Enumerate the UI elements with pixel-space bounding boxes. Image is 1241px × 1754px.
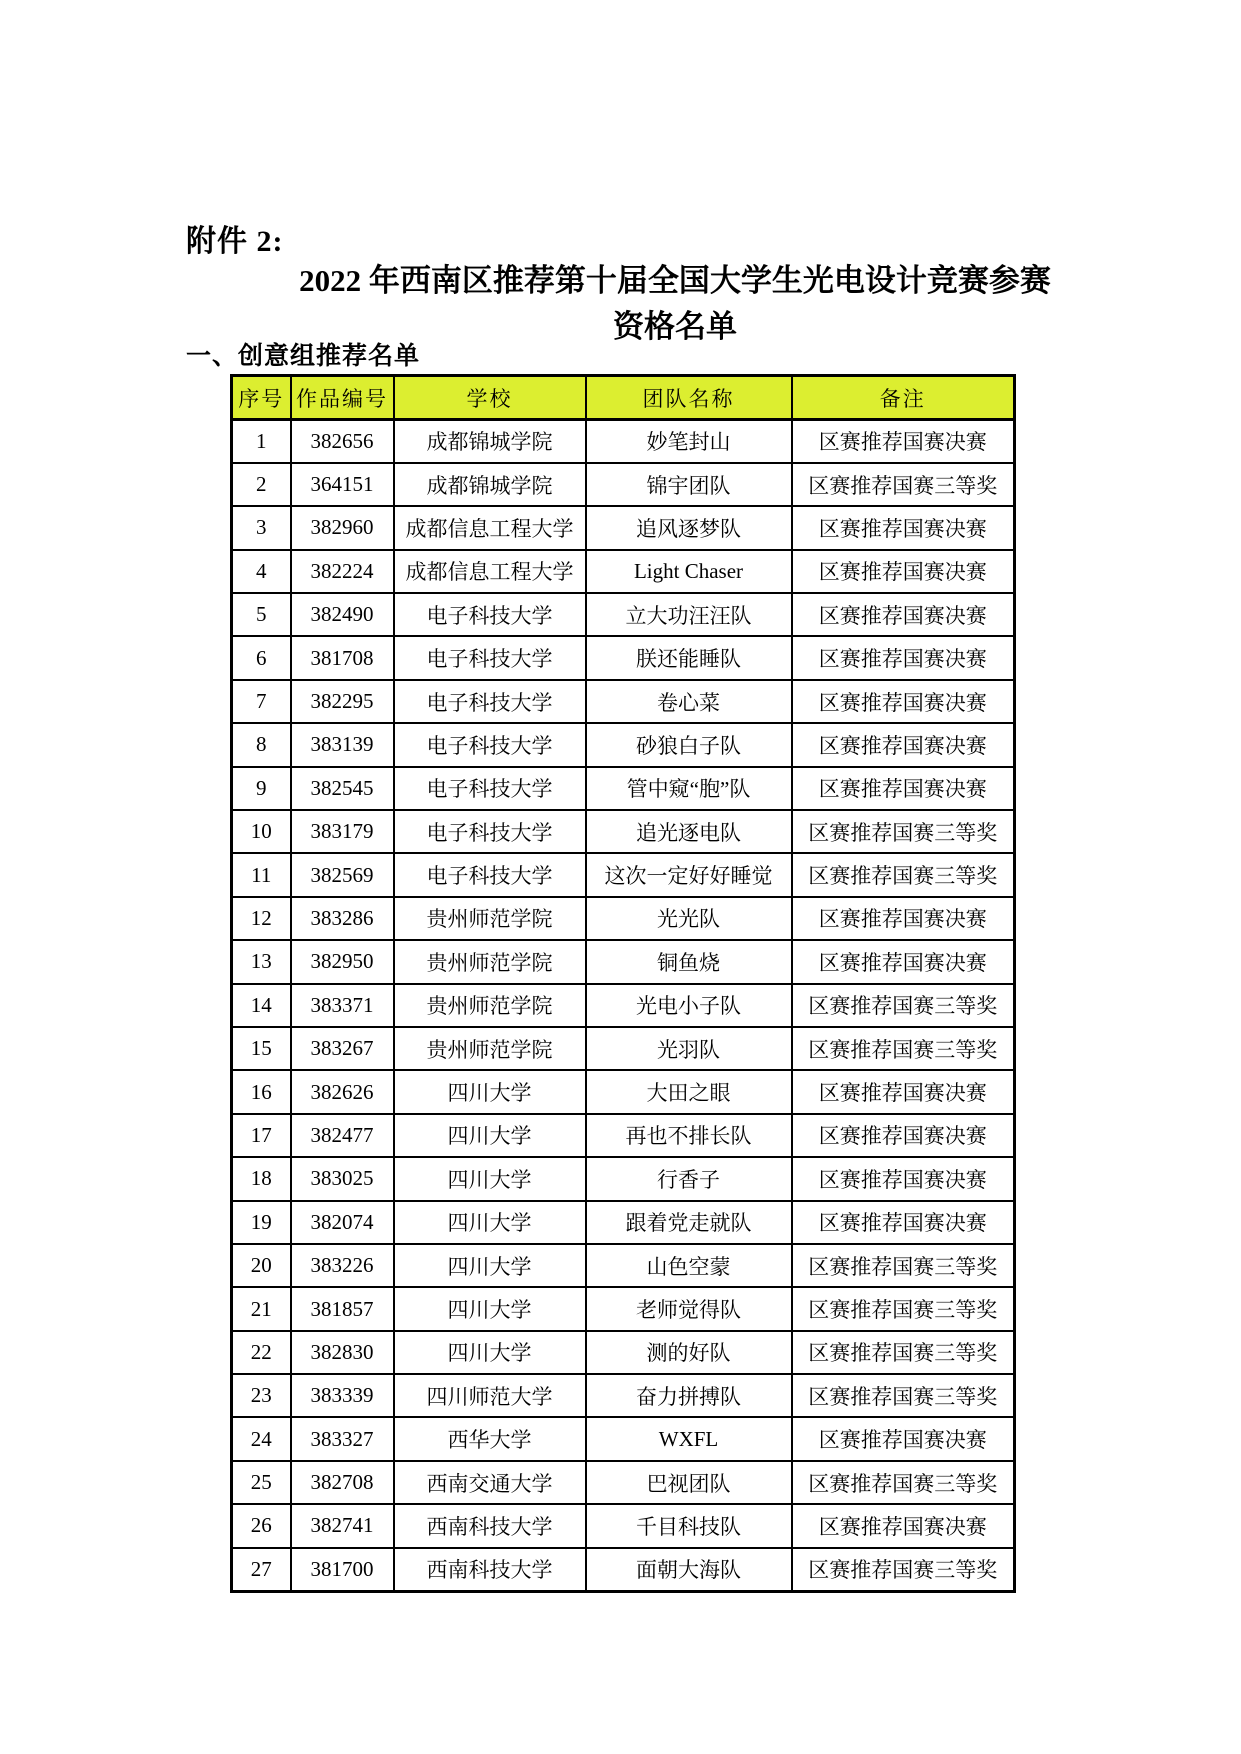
table-row bbox=[232, 1201, 1015, 1244]
cell-code: 383371 bbox=[291, 984, 394, 1027]
cell-team: 光羽队 bbox=[586, 1027, 792, 1070]
table-row bbox=[232, 593, 1015, 636]
cell-code: 382626 bbox=[291, 1070, 394, 1113]
cell-school: 电子科技大学 bbox=[394, 680, 586, 723]
cell-school: 西南科技大学 bbox=[394, 1504, 586, 1547]
cell-index: 19 bbox=[232, 1201, 291, 1244]
cell-code: 381700 bbox=[291, 1548, 394, 1591]
cell-remark: 区赛推荐国赛三等奖 bbox=[792, 1331, 1015, 1374]
cell-school: 四川大学 bbox=[394, 1287, 586, 1330]
cell-index: 9 bbox=[232, 767, 291, 810]
cell-code: 383339 bbox=[291, 1374, 394, 1417]
cell-code: 383179 bbox=[291, 810, 394, 853]
cell-index: 8 bbox=[232, 723, 291, 766]
cell-index: 7 bbox=[232, 680, 291, 723]
cell-code: 383025 bbox=[291, 1157, 394, 1200]
cell-code: 382295 bbox=[291, 680, 394, 723]
cell-school: 电子科技大学 bbox=[394, 636, 586, 679]
cell-team: 测的好队 bbox=[586, 1331, 792, 1374]
cell-school: 四川大学 bbox=[394, 1157, 586, 1200]
cell-index: 20 bbox=[232, 1244, 291, 1287]
cell-index: 25 bbox=[232, 1461, 291, 1504]
cell-code: 382477 bbox=[291, 1114, 394, 1157]
header-cell-code: 作品编号 bbox=[291, 376, 394, 420]
cell-school: 贵州师范学院 bbox=[394, 1027, 586, 1070]
cell-team: 光光队 bbox=[586, 897, 792, 940]
cell-index: 17 bbox=[232, 1114, 291, 1157]
document-title-line2: 资格名单 bbox=[613, 309, 737, 344]
header-row bbox=[232, 376, 1015, 420]
cell-team: 奋力拼搏队 bbox=[586, 1374, 792, 1417]
header-cell-team: 团队名称 bbox=[586, 376, 792, 420]
table-row bbox=[232, 1027, 1015, 1070]
cell-code: 382950 bbox=[291, 940, 394, 983]
document-title-line1: 2022 年西南区推荐第十届全国大学生光电设计竞赛参赛 bbox=[299, 263, 1051, 298]
cell-index: 13 bbox=[232, 940, 291, 983]
cell-remark: 区赛推荐国赛决赛 bbox=[792, 636, 1015, 679]
cell-index: 26 bbox=[232, 1504, 291, 1547]
cell-code: 382960 bbox=[291, 506, 394, 549]
table-row bbox=[232, 1504, 1015, 1547]
cell-school: 成都锦城学院 bbox=[394, 463, 586, 506]
cell-code: 364151 bbox=[291, 463, 394, 506]
cell-school: 西南科技大学 bbox=[394, 1548, 586, 1591]
cell-school: 电子科技大学 bbox=[394, 810, 586, 853]
cell-school: 电子科技大学 bbox=[394, 853, 586, 896]
cell-team: 跟着党走就队 bbox=[586, 1201, 792, 1244]
cell-index: 15 bbox=[232, 1027, 291, 1070]
cell-school: 四川大学 bbox=[394, 1331, 586, 1374]
cell-school: 贵州师范学院 bbox=[394, 940, 586, 983]
cell-code: 382224 bbox=[291, 550, 394, 593]
cell-remark: 区赛推荐国赛决赛 bbox=[792, 1417, 1015, 1460]
cell-remark: 区赛推荐国赛决赛 bbox=[792, 1201, 1015, 1244]
cell-team: 千目科技队 bbox=[586, 1504, 792, 1547]
cell-code: 383226 bbox=[291, 1244, 394, 1287]
cell-remark: 区赛推荐国赛三等奖 bbox=[792, 1287, 1015, 1330]
cell-team: Light Chaser bbox=[586, 550, 792, 593]
cell-remark: 区赛推荐国赛三等奖 bbox=[792, 810, 1015, 853]
cell-team: 管中窥“胞”队 bbox=[586, 767, 792, 810]
cell-school: 电子科技大学 bbox=[394, 593, 586, 636]
cell-team: 光电小子队 bbox=[586, 984, 792, 1027]
cell-remark: 区赛推荐国赛三等奖 bbox=[792, 1548, 1015, 1591]
attachment-label: 附件 2: bbox=[186, 225, 284, 258]
table-row bbox=[232, 463, 1015, 506]
table-row bbox=[232, 897, 1015, 940]
cell-remark: 区赛推荐国赛决赛 bbox=[792, 723, 1015, 766]
cell-index: 3 bbox=[232, 506, 291, 549]
table-row bbox=[232, 940, 1015, 983]
table-row bbox=[232, 1331, 1015, 1374]
roster-table-header bbox=[232, 376, 1015, 420]
cell-code: 382569 bbox=[291, 853, 394, 896]
table-row bbox=[232, 767, 1015, 810]
cell-code: 382741 bbox=[291, 1504, 394, 1547]
cell-remark: 区赛推荐国赛三等奖 bbox=[792, 1244, 1015, 1287]
cell-school: 四川师范大学 bbox=[394, 1374, 586, 1417]
cell-team: 铜鱼烧 bbox=[586, 940, 792, 983]
table-row bbox=[232, 636, 1015, 679]
table-row bbox=[232, 1287, 1015, 1330]
cell-index: 24 bbox=[232, 1417, 291, 1460]
cell-code: 382656 bbox=[291, 420, 394, 463]
table-row bbox=[232, 1417, 1015, 1460]
table-row bbox=[232, 550, 1015, 593]
cell-remark: 区赛推荐国赛决赛 bbox=[792, 767, 1015, 810]
cell-remark: 区赛推荐国赛决赛 bbox=[792, 550, 1015, 593]
table-row bbox=[232, 853, 1015, 896]
cell-index: 2 bbox=[232, 463, 291, 506]
cell-remark: 区赛推荐国赛决赛 bbox=[792, 940, 1015, 983]
cell-remark: 区赛推荐国赛三等奖 bbox=[792, 853, 1015, 896]
cell-school: 四川大学 bbox=[394, 1244, 586, 1287]
cell-remark: 区赛推荐国赛三等奖 bbox=[792, 1461, 1015, 1504]
cell-school: 贵州师范学院 bbox=[394, 984, 586, 1027]
cell-school: 西华大学 bbox=[394, 1417, 586, 1460]
cell-team: 老师觉得队 bbox=[586, 1287, 792, 1330]
roster-table bbox=[230, 374, 1016, 1593]
cell-school: 成都锦城学院 bbox=[394, 420, 586, 463]
table-row bbox=[232, 1461, 1015, 1504]
cell-remark: 区赛推荐国赛三等奖 bbox=[792, 463, 1015, 506]
header-cell-index: 序号 bbox=[232, 376, 291, 420]
cell-remark: 区赛推荐国赛决赛 bbox=[792, 680, 1015, 723]
cell-school: 四川大学 bbox=[394, 1201, 586, 1244]
cell-index: 1 bbox=[232, 420, 291, 463]
table-row bbox=[232, 1157, 1015, 1200]
table-row bbox=[232, 1244, 1015, 1287]
cell-school: 成都信息工程大学 bbox=[394, 550, 586, 593]
cell-remark: 区赛推荐国赛决赛 bbox=[792, 593, 1015, 636]
cell-remark: 区赛推荐国赛决赛 bbox=[792, 420, 1015, 463]
cell-school: 四川大学 bbox=[394, 1070, 586, 1113]
cell-school: 西南交通大学 bbox=[394, 1461, 586, 1504]
cell-index: 16 bbox=[232, 1070, 291, 1113]
table-row bbox=[232, 1114, 1015, 1157]
cell-school: 贵州师范学院 bbox=[394, 897, 586, 940]
roster-table-body bbox=[232, 420, 1015, 1592]
cell-remark: 区赛推荐国赛三等奖 bbox=[792, 1027, 1015, 1070]
table-row bbox=[232, 810, 1015, 853]
cell-team: 砂狼白子队 bbox=[586, 723, 792, 766]
cell-remark: 区赛推荐国赛决赛 bbox=[792, 1070, 1015, 1113]
cell-code: 382830 bbox=[291, 1331, 394, 1374]
cell-index: 6 bbox=[232, 636, 291, 679]
cell-code: 382545 bbox=[291, 767, 394, 810]
cell-remark: 区赛推荐国赛决赛 bbox=[792, 1504, 1015, 1547]
cell-index: 5 bbox=[232, 593, 291, 636]
cell-remark: 区赛推荐国赛决赛 bbox=[792, 506, 1015, 549]
cell-code: 383267 bbox=[291, 1027, 394, 1070]
cell-team: 大田之眼 bbox=[586, 1070, 792, 1113]
cell-team: 山色空蒙 bbox=[586, 1244, 792, 1287]
cell-index: 12 bbox=[232, 897, 291, 940]
cell-code: 382708 bbox=[291, 1461, 394, 1504]
cell-team: 行香子 bbox=[586, 1157, 792, 1200]
cell-code: 382074 bbox=[291, 1201, 394, 1244]
table-row bbox=[232, 680, 1015, 723]
cell-team: 锦宇团队 bbox=[586, 463, 792, 506]
table-row bbox=[232, 723, 1015, 766]
table-row bbox=[232, 506, 1015, 549]
cell-remark: 区赛推荐国赛决赛 bbox=[792, 1157, 1015, 1200]
cell-team: 巴视团队 bbox=[586, 1461, 792, 1504]
cell-team: 立大功汪汪队 bbox=[586, 593, 792, 636]
table-row bbox=[232, 420, 1015, 463]
cell-team: 这次一定好好睡觉 bbox=[586, 853, 792, 896]
cell-remark: 区赛推荐国赛三等奖 bbox=[792, 984, 1015, 1027]
header-cell-remark: 备注 bbox=[792, 376, 1015, 420]
cell-index: 11 bbox=[232, 853, 291, 896]
cell-team: 追风逐梦队 bbox=[586, 506, 792, 549]
cell-index: 18 bbox=[232, 1157, 291, 1200]
cell-team: 追光逐电队 bbox=[586, 810, 792, 853]
cell-team: 面朝大海队 bbox=[586, 1548, 792, 1591]
cell-code: 383139 bbox=[291, 723, 394, 766]
table-row bbox=[232, 1374, 1015, 1417]
section-heading: 一、创意组推荐名单 bbox=[186, 341, 421, 370]
cell-team: 再也不排长队 bbox=[586, 1114, 792, 1157]
cell-code: 381708 bbox=[291, 636, 394, 679]
cell-school: 电子科技大学 bbox=[394, 767, 586, 810]
table-row bbox=[232, 1548, 1015, 1591]
cell-index: 14 bbox=[232, 984, 291, 1027]
cell-remark: 区赛推荐国赛三等奖 bbox=[792, 1374, 1015, 1417]
cell-code: 382490 bbox=[291, 593, 394, 636]
cell-index: 21 bbox=[232, 1287, 291, 1330]
header-cell-school: 学校 bbox=[394, 376, 586, 420]
cell-index: 10 bbox=[232, 810, 291, 853]
table-row bbox=[232, 1070, 1015, 1113]
cell-school: 四川大学 bbox=[394, 1114, 586, 1157]
cell-code: 381857 bbox=[291, 1287, 394, 1330]
cell-index: 22 bbox=[232, 1331, 291, 1374]
cell-team: 朕还能睡队 bbox=[586, 636, 792, 679]
cell-team: 卷心菜 bbox=[586, 680, 792, 723]
cell-index: 4 bbox=[232, 550, 291, 593]
cell-code: 383327 bbox=[291, 1417, 394, 1460]
cell-school: 成都信息工程大学 bbox=[394, 506, 586, 549]
cell-index: 27 bbox=[232, 1548, 291, 1591]
cell-team: 妙笔封山 bbox=[586, 420, 792, 463]
cell-code: 383286 bbox=[291, 897, 394, 940]
cell-team: WXFL bbox=[586, 1417, 792, 1460]
cell-index: 23 bbox=[232, 1374, 291, 1417]
cell-remark: 区赛推荐国赛决赛 bbox=[792, 897, 1015, 940]
table-row bbox=[232, 984, 1015, 1027]
cell-school: 电子科技大学 bbox=[394, 723, 586, 766]
cell-remark: 区赛推荐国赛决赛 bbox=[792, 1114, 1015, 1157]
